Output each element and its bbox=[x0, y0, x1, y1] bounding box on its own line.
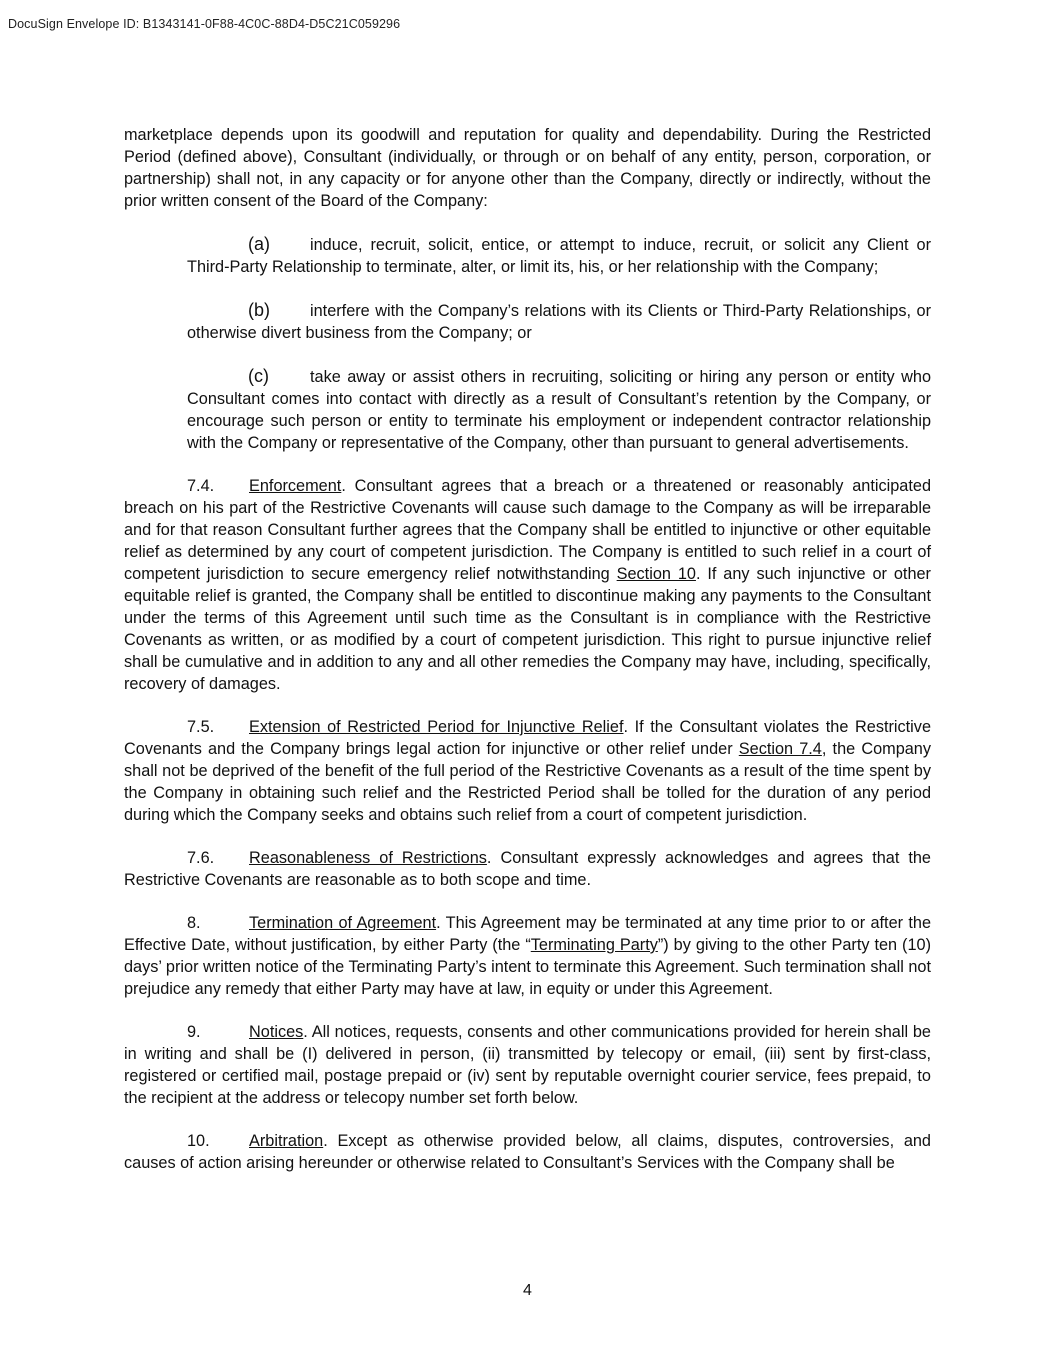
section-7-4-number: 7.4. bbox=[187, 477, 215, 495]
section-7-4-title: Enforcement bbox=[249, 477, 342, 495]
section-8 bbox=[124, 912, 931, 1000]
section-10-reference: Section 10 bbox=[616, 565, 696, 583]
subclause-b-label: (b) bbox=[248, 300, 270, 320]
docusign-envelope-id: DocuSign Envelope ID: B1343141-0F88-4C0C-88D4-D5C21C059296 bbox=[8, 17, 401, 31]
section-10 bbox=[124, 1130, 931, 1174]
section-7-6-number: 7.6. bbox=[187, 849, 215, 867]
section-9-title: Notices bbox=[249, 1023, 304, 1041]
subclause-c-label: (c) bbox=[248, 366, 269, 386]
subclause-c-text: take away or assist others in recruiting, soliciting or hiring any person or entity who Consultant comes into contact with directly as a result of Consultant’s retention by the Company, or encourage such person or entity to terminate his employment or independent contractor relationship with the Company or representative of the Company, other than pursuant to general advertisements. bbox=[187, 368, 931, 452]
section-7-4-reference: Section 7.4 bbox=[738, 740, 822, 758]
section-7-5-title: Extension of Restricted Period for Injunctive Relief bbox=[249, 718, 624, 736]
section-9-text: . All notices, requests, consents and other communications provided for herein shall be in writing and shall be (I) delivered in person, (ii) transmitted by telecopy or email, (iii) sent by first-class, registered or certified mail, postage prepaid or (iv) sent by reputable overnight courier service, fees prepaid, to the recipient at the address or telecopy number set forth below. bbox=[124, 1023, 931, 1107]
section-7-4-text-1: . Consultant agrees that a breach or a threatened or reasonably anticipated breach on his part of the Restrictive Covenants will cause such damage to the Company as will be irreparable and for that reason Consultant further agrees that the Company shall be entitled to injunctive or other equitable relief as determined by any court of competent jurisdiction. The Company is entitled to such relief in a court of competent jurisdiction to secure emergency relief notwithstanding bbox=[124, 477, 931, 583]
subclause-b bbox=[187, 299, 931, 344]
section-8-text-1: . This Agreement may be terminated at any time prior to or after the Effective Date, without justification, by either Party (the “ bbox=[124, 914, 931, 954]
section-8-text-2: ”) by giving to the other Party ten (10) days’ prior written notice of the Terminating Party’s intent to terminate this Agreement. Such termination shall not prejudice any remedy that either Party may have at law, in equity or under this Agreement. bbox=[124, 936, 931, 998]
subclause-a-label: (a) bbox=[248, 234, 270, 254]
section-7-6-text: . Consultant expressly acknowledges and agrees that the Restrictive Covenants are reasonable as to both scope and time. bbox=[124, 849, 931, 889]
subclause-c bbox=[187, 365, 931, 454]
page-number: 4 bbox=[523, 1282, 532, 1299]
section-7-5-number: 7.5. bbox=[187, 718, 215, 736]
section-7-5-text-1: . If the Consultant violates the Restrictive Covenants and the Company brings legal action for injunctive or other relief under bbox=[124, 718, 931, 758]
subclause-a-text: induce, recruit, solicit, entice, or attempt to induce, recruit, or solicit any Client or Third-Party Relationship to terminate, alter, or limit its, his, or her relationship with the Company; bbox=[187, 236, 931, 276]
section-7-6-title: Reasonableness of Restrictions bbox=[249, 849, 487, 867]
terminating-party-term: Terminating Party bbox=[530, 936, 658, 954]
section-9-number: 9. bbox=[187, 1023, 201, 1041]
document-body bbox=[124, 124, 931, 1195]
section-7-5-text-2: , the Company shall not be deprived of the benefit of the full period of the Restrictive Covenants as a result of the time spent by the Company in obtaining such relief and the Restricted Period shall be tolled for the duration of any period during which the Company seeks and obtains such relief from a court of competent jurisdiction. bbox=[124, 740, 932, 824]
intro-paragraph: marketplace depends upon its goodwill and reputation for quality and dependability. During the Restricted Period (defined above), Consultant (individually, or through or on behalf of any entity, person, corporation, or partnership) shall not, in any capacity or for anyone other than the Company, directly or indirectly, without the prior written consent of the Board of the Company: bbox=[124, 126, 931, 210]
section-7-4-text-2: . If any such injunctive or other equitable relief is granted, the Company shall be entitled to discontinue making any payments to the Consultant under the terms of this Agreement until such time as the Consultant is in compliance with the Restrictive Covenants as written, or as modified by a court of competent jurisdiction. This right to pursue injunctive relief shall be cumulative and in addition to any and all other remedies the Company may have, including, specifically, recovery of damages. bbox=[124, 565, 931, 693]
section-10-title: Arbitration bbox=[249, 1132, 324, 1150]
section-10-text: . Except as otherwise provided below, all claims, disputes, controversies, and causes of action arising hereunder or otherwise related to Consultant’s Services with the Company shall be bbox=[124, 1132, 931, 1172]
section-7-4 bbox=[124, 475, 931, 695]
section-8-title: Termination of Agreement bbox=[249, 914, 437, 932]
section-7-5 bbox=[124, 716, 931, 826]
subclause-b-text: interfere with the Company’s relations with its Clients or Third-Party Relationships, or otherwise divert business from the Company; or bbox=[187, 302, 931, 342]
section-10-number: 10. bbox=[187, 1132, 210, 1150]
subclause-a bbox=[187, 233, 931, 278]
section-9 bbox=[124, 1021, 931, 1109]
section-7-6 bbox=[124, 847, 931, 891]
section-8-number: 8. bbox=[187, 914, 201, 932]
